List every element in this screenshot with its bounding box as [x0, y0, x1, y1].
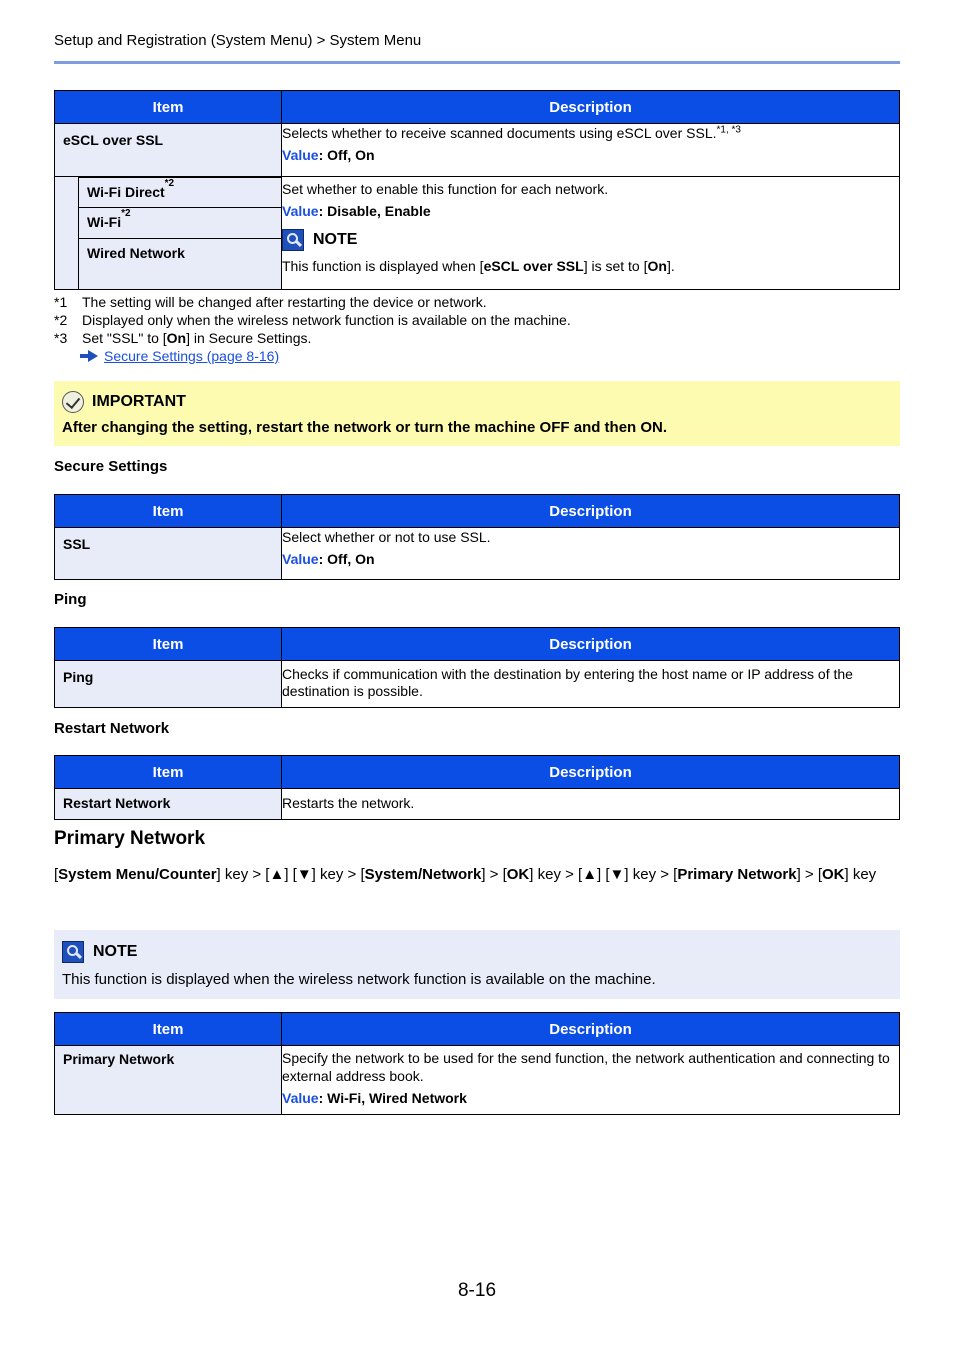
secure-settings-heading: Secure Settings: [54, 458, 168, 475]
escl-network-desc: Set whether to enable this function for each network.: [282, 181, 609, 197]
note-text: This function is displayed when [eSCL over SSL] is set to [On].: [282, 258, 675, 274]
key-path-segment: ] > [: [481, 866, 507, 883]
escl-item-label: eSCL over SSL: [63, 132, 164, 148]
key-path: [54, 865, 900, 884]
table-row-subitems: [55, 177, 282, 290]
arrow-right-icon: [88, 350, 98, 362]
footnote: *2 Displayed only when the wireless network function is available on the machine.: [54, 312, 571, 328]
note-icon: [62, 941, 84, 963]
ping-heading: Ping: [54, 591, 87, 608]
escl-table: [54, 90, 900, 290]
secure-settings-table: [54, 494, 900, 580]
key-path-segment: ] key > [▲] [▼] key > [: [529, 866, 678, 883]
col-description-header: Description: [282, 91, 900, 124]
table-row-desc: Restarts the network.: [282, 789, 900, 820]
table-row-desc: Set whether to enable this function for each network. Value: Disable, Enable NOTE This function is displayed when [eSCL over SSL] is set to [On].: [282, 177, 900, 290]
check-icon: [62, 391, 84, 413]
footnote: *1 The setting will be changed after restarting the device or network.: [54, 294, 487, 310]
restart-network-heading: Restart Network: [54, 720, 170, 737]
ping-table: [54, 627, 900, 708]
page-number: 8-16: [457, 1280, 497, 1301]
note-icon: [282, 229, 304, 251]
escl-desc-footnote-ref: *1, *3: [716, 124, 741, 136]
table-row-item: Ping: [55, 661, 282, 708]
col-item-header: Item: [55, 1013, 282, 1046]
key-path-segment: ] > [: [796, 866, 822, 883]
value-label: Value: [282, 203, 319, 219]
value-label: Value: [282, 147, 319, 163]
key-path-segment: OK: [506, 866, 530, 883]
important-title: IMPORTANT: [92, 393, 186, 410]
escl-value: Off, On: [327, 147, 375, 163]
escl-network-value: Disable, Enable: [327, 203, 431, 219]
table-row-desc: Checks if communication with the destination by entering the host name or IP address of the destination is possible.: [282, 661, 900, 708]
key-path-segment: OK: [822, 866, 845, 883]
col-description-header: Description: [282, 1013, 900, 1046]
subitem-wifi-direct: Wi-Fi Direct *2: [78, 177, 281, 207]
escl-desc: Selects whether to receive scanned documents using eSCL over SSL.: [282, 125, 717, 141]
primary-network-table: [54, 1012, 900, 1115]
key-path-segment: [: [54, 866, 59, 883]
key-path-segment: System/Network: [364, 866, 482, 883]
col-description-header: Description: [282, 495, 900, 528]
col-item-header: Item: [55, 756, 282, 789]
table-row-item: Restart Network: [55, 789, 282, 820]
col-item-header: Item: [55, 91, 282, 124]
breadcrumb: Setup and Registration (System Menu) > System Menu: [54, 32, 422, 49]
secure-settings-link[interactable]: Secure Settings (page 8-16): [104, 348, 280, 364]
key-path-segment: ] key > [▲] [▼] key > [: [216, 866, 365, 883]
table-row-item: [55, 124, 282, 177]
key-path-segment: Primary Network: [677, 866, 797, 883]
important-text: After changing the setting, restart the network or turn the machine OFF and then ON.: [62, 419, 668, 436]
footnote: *3 Set "SSL" to [On] in Secure Settings.: [54, 330, 312, 346]
table-row-desc: Specify the network to be used for the send function, the network authentication and connecting to external address book. Value: Wi-Fi, Wired Network: [282, 1046, 900, 1115]
note-box: [54, 930, 900, 999]
key-path-segment: ] key: [844, 866, 877, 883]
subitem-wired-network: Wired Network: [78, 238, 281, 289]
col-description-header: Description: [282, 628, 900, 661]
table-row-desc: Select whether or not to use SSL. Value: Off, On: [282, 528, 900, 580]
col-description-header: Description: [282, 756, 900, 789]
footnotes: [54, 293, 571, 365]
restart-network-table: [54, 755, 900, 820]
col-item-header: Item: [55, 628, 282, 661]
col-item-header: Item: [55, 495, 282, 528]
key-path-segment: System Menu/Counter: [58, 866, 217, 883]
important-box: [54, 381, 900, 446]
table-row-item: SSL: [55, 528, 282, 580]
section-title: Primary Network: [54, 828, 206, 849]
note-title: NOTE: [313, 231, 358, 248]
table-row-desc: Selects whether to receive scanned documents using eSCL over SSL.$^{*1, *3}$ Value: Off, On: [282, 124, 900, 177]
note-text: This function is displayed when the wireless network function is available on the machine.: [62, 971, 656, 988]
header-divider: [54, 61, 900, 64]
subitem-wifi: Wi-Fi *2: [78, 207, 281, 238]
table-row-item: Primary Network: [55, 1046, 282, 1115]
note-title: NOTE: [93, 943, 138, 960]
